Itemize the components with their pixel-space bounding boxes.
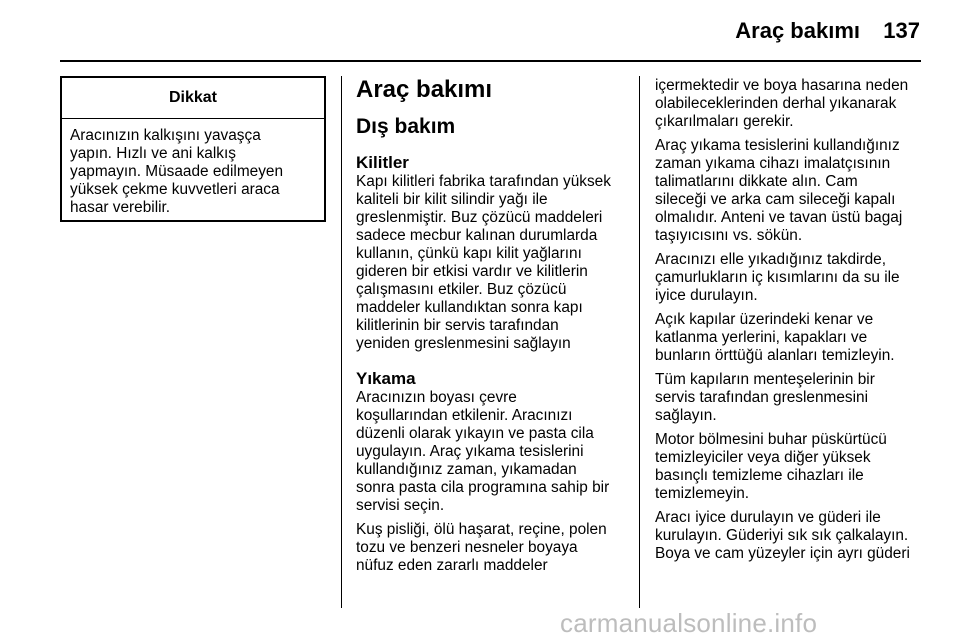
- warning-box: [60, 76, 326, 222]
- middle-column: [356, 76, 632, 575]
- right-paragraph-1: içermektedir ve boya hasarına neden olabileceklerinden derhal yıkanarak çıkarılmaları gerekir.: [655, 77, 909, 130]
- section-heading-exterior-care: Dış bakım: [356, 115, 456, 138]
- right-paragraph-5: Tüm kapıların menteşelerinin bir servis tarafından greslenmesini sağlayın.: [655, 371, 875, 424]
- subheading-locks: Kilitler: [356, 153, 409, 172]
- right-paragraph-7: Aracı iyice durulayın ve güderi ile kurulayın. Güderiyi sık sık çalkalayın. Boya ve cam yüzeyler için ayrı güderi: [655, 509, 910, 562]
- page-number: 137: [883, 18, 920, 43]
- column-divider-right: [639, 76, 640, 608]
- warning-text: Aracınızın kalkışını yavaşça yapın. Hızlı ve ani kalkış yapmayın. Müsaade edilmeyen yüksek çekme kuvvetleri araca hasar verebilir.: [70, 127, 284, 216]
- washing-paragraph-1: Aracınızın boyası çevre koşullarından etkilenir. Aracınızı düzenli olarak yıkayın ve pasta cila uygulayın. Araç yıkama tesislerini kullandığınız zaman, yıkamadan sonra pasta cila programına sahip bir servisi seçin.: [356, 389, 610, 514]
- right-paragraph-3: Aracınızı elle yıkadığınız takdirde, çamurlukların iç kısımlarını da su ile iyice durulayın.: [655, 251, 900, 304]
- column-divider-left: [341, 76, 342, 608]
- washing-paragraph-2: Kuş pisliği, ölü haşarat, reçine, polen tozu ve benzeri nesneler boyaya nüfuz eden zararlı maddeler: [356, 521, 607, 574]
- warning-heading: Dikkat: [62, 78, 324, 119]
- right-paragraph-2: Araç yıkama tesislerini kullandığınız zaman yıkama cihazı imalatçısının talimatlarını dikkate alın. Cam sileceği ve arka cam sileceği kapalı olmalıdır. Anteni ve tavan üstü bagaj taşıyıcısını vs. sökün.: [655, 137, 903, 244]
- right-paragraph-6: Motor bölmesini buhar püskürtücü temizleyiciler veya diğer yüksek basınçlı temizleme cihazları ile temizlemeyin.: [655, 431, 887, 502]
- right-paragraph-4: Açık kapılar üzerindeki kenar ve katlanma yerlerini, kapakları ve bunların örttüğü alanları temizleyin.: [655, 311, 895, 364]
- header-rule: [60, 60, 921, 62]
- locks-paragraph: Kapı kilitleri fabrika tarafından yüksek kaliteli bir kilit silindir yağı ile greslenmiştir. Buz çözücü maddeleri sadece mecbur kalınan durumlarda kullanın, çünkü kapı kilit yağlarını gideren bir etkisi vardır ve kilitlerin çalışmasını etkiler. Buz çözücü maddeler kullandıktan sonra kapı kilitlerinin bir servis tarafından yeniden greslenmesini sağlayın: [356, 173, 611, 352]
- chapter-title: Araç bakımı: [356, 76, 493, 103]
- running-header-title: Araç bakımı: [735, 18, 860, 43]
- subheading-washing: Yıkama: [356, 369, 416, 388]
- watermark: carmanualsonline.info: [560, 608, 818, 638]
- right-column: [655, 77, 923, 563]
